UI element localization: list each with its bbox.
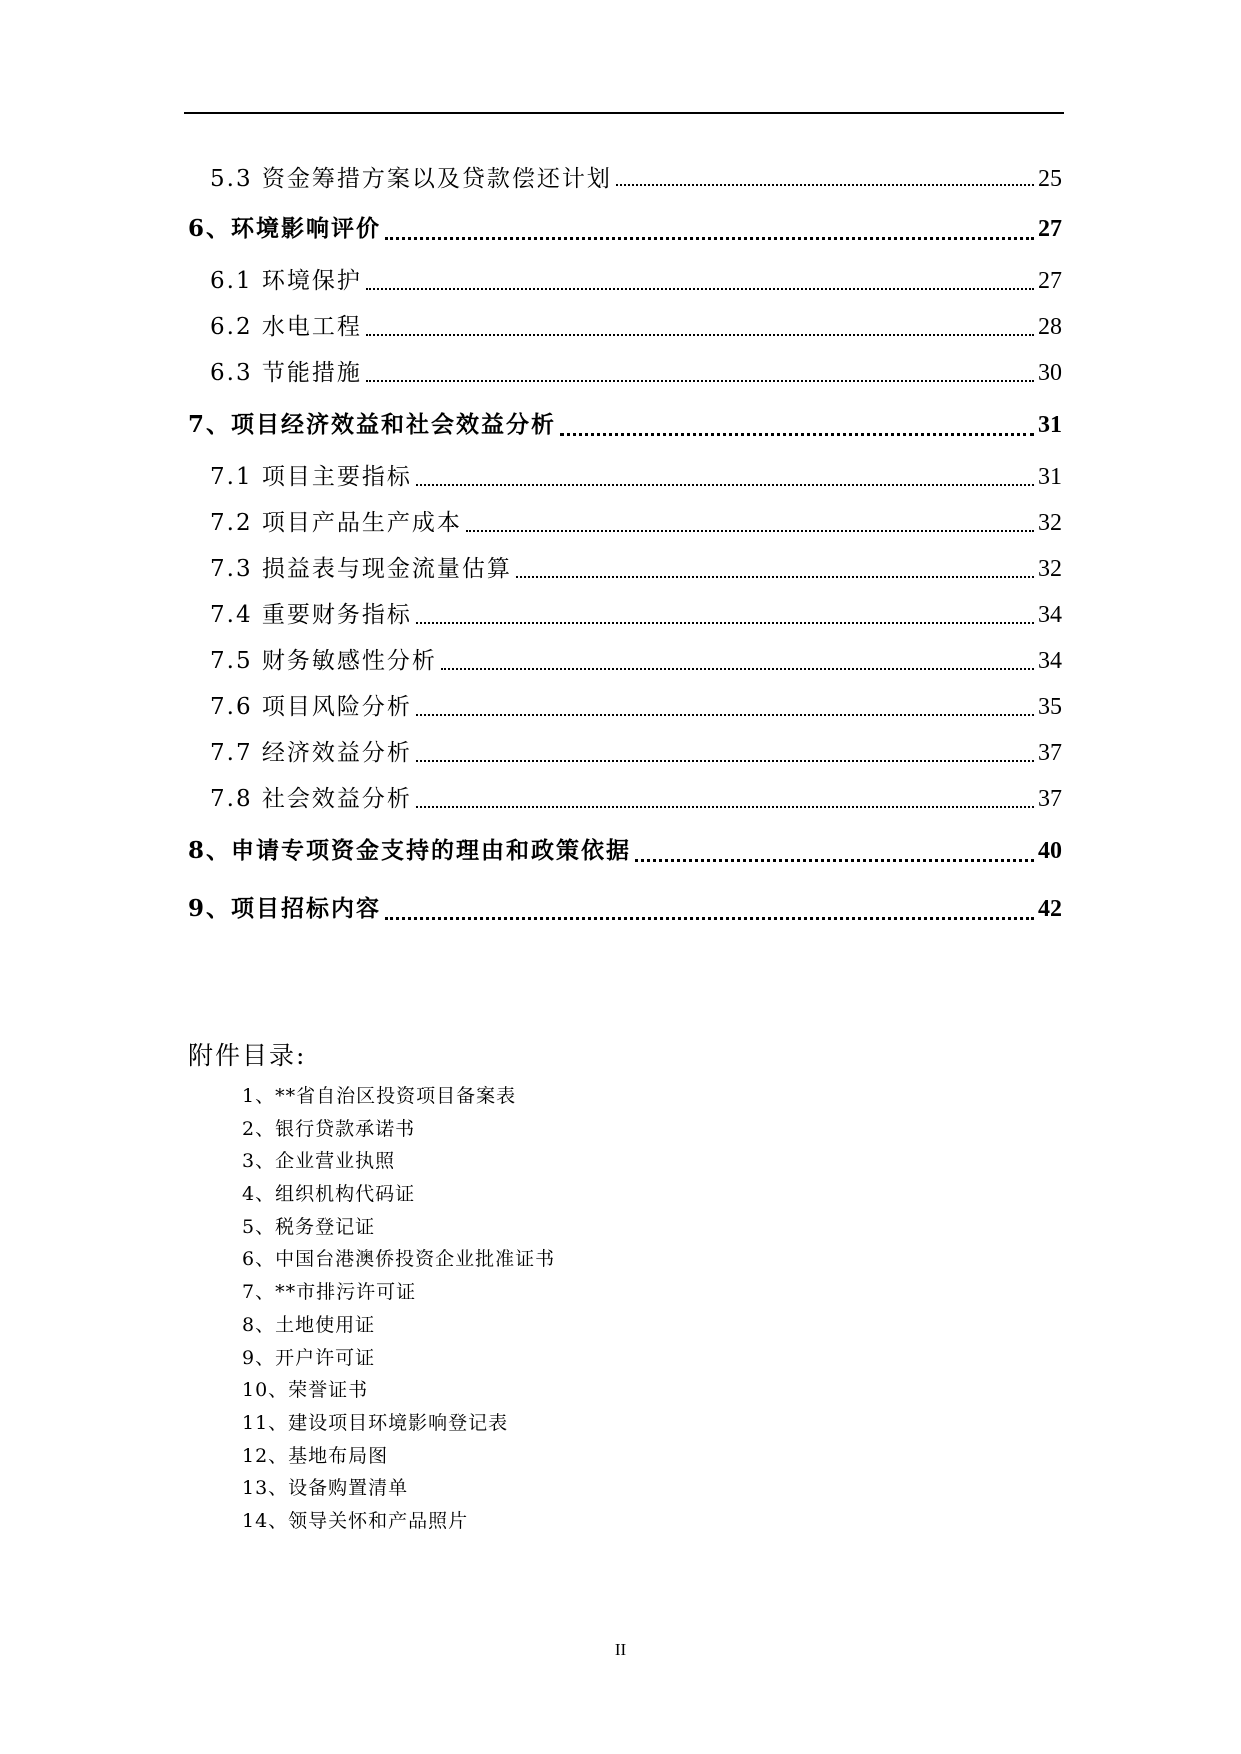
toc-chapter-entry[interactable] (188, 880, 1062, 938)
toc-section-entry[interactable] (188, 546, 1062, 592)
toc-entry-title (210, 350, 362, 396)
toc-leader-dots (635, 822, 1034, 880)
toc-page-number: 31 (1038, 412, 1062, 438)
toc-section-entry[interactable] (188, 684, 1062, 730)
attachment-item: 9、开户许可证 (242, 1346, 376, 1369)
toc-entry-number: 7、 (188, 411, 232, 438)
toc-page-number: 35 (1038, 694, 1062, 720)
toc-section-entry[interactable] (188, 258, 1062, 304)
toc-entry-number: 7.7 (210, 740, 253, 766)
toc-leader-dots (366, 350, 1034, 396)
toc-chapter-entry[interactable] (188, 200, 1062, 258)
toc-entry-number: 9、 (188, 895, 232, 922)
toc-entry-number: 7.4 (210, 602, 253, 628)
toc-entry-number: 6.3 (210, 360, 253, 386)
toc-entry-text: 经济效益分析 (261, 740, 412, 766)
toc-chapter-entry[interactable] (188, 396, 1062, 454)
toc-leader-dots (416, 684, 1034, 730)
toc-entry-text: 节能措施 (261, 360, 362, 386)
toc-entry-number: 6.2 (210, 314, 253, 340)
toc-page-number: 30 (1038, 360, 1062, 386)
attachment-item: 11、建设项目环境影响登记表 (242, 1411, 509, 1434)
toc-entry-title (188, 200, 381, 258)
toc-section-entry[interactable] (188, 730, 1062, 776)
toc-entry-text: 财务敏感性分析 (261, 648, 437, 674)
toc-page-number: 32 (1038, 556, 1062, 582)
toc-entry-title (210, 546, 512, 592)
toc-entry-title (188, 396, 556, 454)
attachment-item: 6、中国台港澳侨投资企业批准证书 (242, 1248, 556, 1271)
toc-leader-dots (616, 158, 1034, 200)
toc-entry-text: 项目产品生产成本 (261, 510, 462, 536)
attachment-item: 8、土地使用证 (242, 1313, 376, 1336)
toc-entry-text: 环境保护 (261, 268, 362, 294)
toc-entry-title (210, 258, 362, 304)
toc-entry-text: 资金筹措方案以及贷款偿还计划 (261, 166, 612, 192)
page-number: II (614, 1640, 627, 1659)
toc-entry-text: 项目风险分析 (261, 694, 412, 720)
toc-page-number: 27 (1038, 216, 1062, 242)
toc-section-entry[interactable] (188, 776, 1062, 822)
toc-entry-title (188, 822, 631, 880)
attachment-item: 14、领导关怀和产品照片 (242, 1509, 469, 1532)
toc-entry-number: 7.5 (210, 648, 253, 674)
toc-page-number: 25 (1038, 166, 1062, 192)
toc-page-number: 27 (1038, 268, 1062, 294)
toc-entry-number: 7.8 (210, 786, 253, 812)
toc-page-number: 34 (1038, 602, 1062, 628)
toc-entry-number: 6.1 (210, 268, 253, 294)
toc-leader-dots (560, 396, 1034, 454)
toc-leader-dots (441, 638, 1034, 684)
toc-page-number: 31 (1038, 464, 1062, 490)
toc-entry-text: 重要财务指标 (261, 602, 412, 628)
toc-entry-number: 8、 (188, 837, 232, 864)
toc-entry-title (210, 592, 412, 638)
attachment-item: 3、企业营业执照 (242, 1150, 396, 1173)
attachment-item: 1、**省自治区投资项目备案表 (242, 1085, 517, 1107)
toc-page-number: 37 (1038, 786, 1062, 812)
toc-page-number: 40 (1038, 838, 1062, 864)
toc-entry-title (210, 684, 412, 730)
toc-entry-title (210, 304, 362, 350)
toc-page-number: 37 (1038, 740, 1062, 766)
toc-entry-title (210, 776, 412, 822)
toc-leader-dots (366, 304, 1034, 350)
toc-entry-title (210, 158, 612, 200)
toc-leader-dots (385, 880, 1034, 938)
attachment-item: 2、银行贷款承诺书 (242, 1117, 416, 1140)
attachments-list (242, 1080, 555, 1538)
toc-entry-number: 6、 (188, 215, 232, 242)
toc-section-entry[interactable] (188, 304, 1062, 350)
toc-entry-number: 7.2 (210, 510, 253, 536)
attachment-item: 5、税务登记证 (242, 1215, 376, 1238)
toc-section-entry[interactable] (188, 158, 1062, 200)
toc-entry-text: 申请专项资金支持的理由和政策依据 (231, 837, 632, 864)
toc-section-entry[interactable] (188, 638, 1062, 684)
attachment-item: 4、组织机构代码证 (242, 1183, 416, 1206)
toc-entry-title (188, 880, 381, 938)
toc-leader-dots (385, 200, 1034, 258)
toc-entry-number: 7.3 (210, 556, 253, 582)
table-of-contents (188, 158, 1062, 938)
toc-entry-text: 社会效益分析 (261, 786, 412, 812)
toc-leader-dots (516, 546, 1034, 592)
toc-entry-title (210, 638, 437, 684)
toc-entry-text: 水电工程 (261, 314, 362, 340)
toc-entry-title (210, 730, 412, 776)
toc-section-entry[interactable] (188, 500, 1062, 546)
toc-leader-dots (466, 500, 1034, 546)
attachment-item: 12、基地布局图 (242, 1444, 389, 1467)
toc-page-number: 34 (1038, 648, 1062, 674)
toc-entry-text: 损益表与现金流量估算 (261, 556, 512, 582)
toc-entry-text: 环境影响评价 (231, 215, 382, 242)
toc-entry-number: 7.1 (210, 464, 253, 490)
attachments-title: 附件目录: (188, 1041, 307, 1070)
attachment-item: 10、荣誉证书 (242, 1379, 369, 1402)
toc-leader-dots (366, 258, 1034, 304)
toc-chapter-entry[interactable] (188, 822, 1062, 880)
toc-leader-dots (416, 454, 1034, 500)
toc-entry-text: 项目主要指标 (261, 464, 412, 490)
toc-leader-dots (416, 730, 1034, 776)
toc-page-number: 32 (1038, 510, 1062, 536)
toc-section-entry[interactable] (188, 350, 1062, 396)
toc-entry-number: 7.6 (210, 694, 253, 720)
toc-page-number: 42 (1038, 896, 1062, 922)
attachment-item: 7、**市排污许可证 (242, 1281, 417, 1304)
attachment-item: 13、设备购置清单 (242, 1477, 409, 1500)
toc-section-entry[interactable] (188, 592, 1062, 638)
header-rule (184, 112, 1064, 114)
toc-entry-text: 项目经济效益和社会效益分析 (231, 411, 557, 438)
toc-leader-dots (416, 776, 1034, 822)
toc-entry-title (210, 500, 462, 546)
toc-leader-dots (416, 592, 1034, 638)
toc-section-entry[interactable] (188, 454, 1062, 500)
toc-page-number: 28 (1038, 314, 1062, 340)
toc-entry-text: 项目招标内容 (231, 895, 382, 922)
toc-entry-number: 5.3 (210, 166, 253, 192)
toc-entry-title (210, 454, 412, 500)
